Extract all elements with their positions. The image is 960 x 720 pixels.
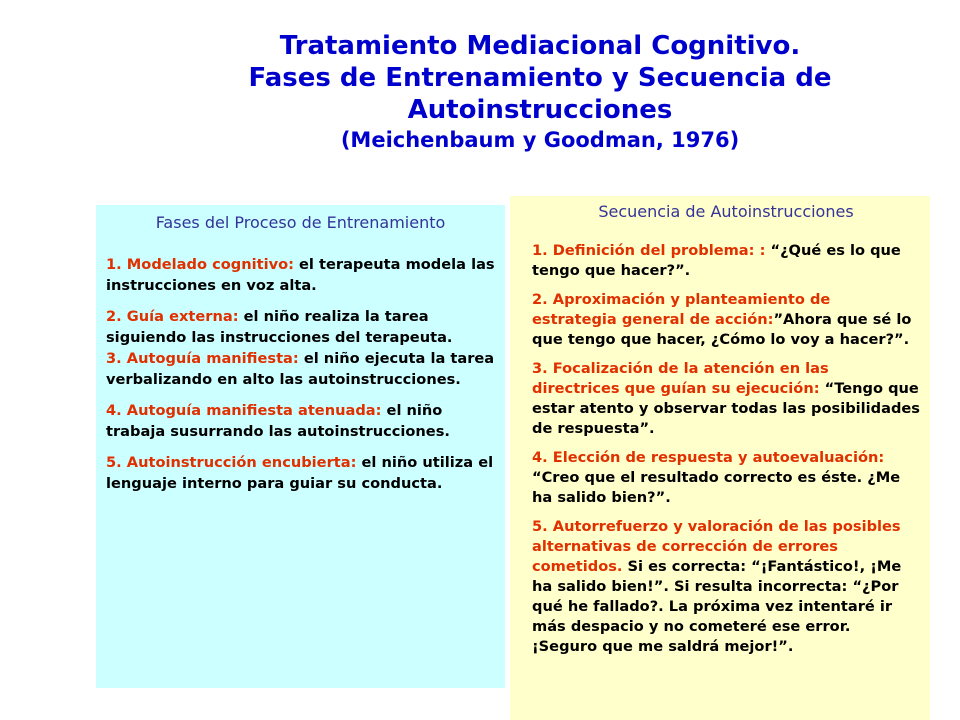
step-text: “¿Qué es lo que tengo que hacer?”.	[532, 242, 901, 279]
step-label: 3. Focalización de la atención en las directrices que guían su ejecución:	[532, 360, 829, 397]
title-citation: (Meichenbaum y Goodman, 1976)	[340, 128, 740, 152]
step-label: 5. Autorrefuerzo y valoración de las posibles alternativas de corrección de errores cometidos.	[532, 518, 901, 575]
sequence-step-5	[532, 517, 920, 657]
phase-label: 4. Autoguía manifiesta atenuada:	[106, 402, 382, 419]
phase-text: el niño trabaja susurrando las autoinstrucciones.	[106, 402, 450, 440]
step-text: Si es correcta: “¡Fantástico!, ¡Me ha salido bien!”. Si resulta incorrecta: “¿Por qué he fallado?. La próxima vez intentaré ir más despacio y no cometeré ese error. ¡Seguro que me saldrá mejor!”.	[532, 558, 902, 655]
step-text: “Tengo que estar atento y observar todas las posibilidades de respuesta”.	[532, 380, 920, 437]
title-line-1: Tratamiento Mediacional Cognitivo.	[279, 31, 801, 61]
step-label: 1. Definición del problema: :	[532, 242, 766, 259]
phase-label: 3. Autoguía manifiesta:	[106, 350, 299, 367]
title-line-2: Fases de Entrenamiento y Secuencia de	[248, 63, 832, 93]
title-line-3: Autoinstrucciones	[407, 95, 673, 125]
phase-text: el niño realiza la tarea siguiendo las instrucciones del terapeuta.	[106, 308, 453, 346]
phase-text: el terapeuta modela las instrucciones en voz alta.	[106, 256, 495, 294]
phase-text: el niño utiliza el lenguaje interno para guiar su conducta.	[106, 454, 494, 492]
training-phases-panel	[96, 205, 505, 688]
training-phases-heading: Fases del Proceso de Entrenamiento	[155, 213, 446, 232]
training-phase-3	[106, 348, 495, 390]
sequence-step-2	[532, 290, 920, 350]
sequence-step-3	[532, 359, 920, 439]
phase-label: 1. Modelado cognitivo:	[106, 256, 294, 273]
sequence-step-4	[532, 448, 920, 508]
self-instruction-heading: Secuencia de Autoinstrucciones	[598, 202, 854, 221]
training-phase-2	[106, 306, 495, 348]
phase-text: el niño ejecuta la tarea verbalizando en alto las autoinstrucciones.	[106, 350, 495, 388]
training-phase-1	[106, 254, 495, 296]
sequence-step-1	[532, 241, 920, 281]
training-phase-5	[106, 452, 495, 494]
phase-label: 2. Guía externa:	[106, 308, 239, 325]
step-label: 2. Aproximación y planteamiento de estrategia general de acción:	[532, 291, 831, 328]
slide-title	[180, 30, 900, 154]
step-text: “Creo que el resultado correcto es éste. ¿Me ha salido bien?”.	[532, 469, 901, 506]
step-label: 4. Elección de respuesta y autoevaluación:	[532, 449, 885, 466]
self-instruction-sequence-panel	[510, 196, 930, 720]
training-phase-4	[106, 400, 495, 442]
phase-label: 5. Autoinstrucción encubierta:	[106, 454, 357, 471]
step-text: ”Ahora que sé lo que tengo que hacer, ¿Cómo lo voy a hacer?”.	[532, 311, 912, 348]
